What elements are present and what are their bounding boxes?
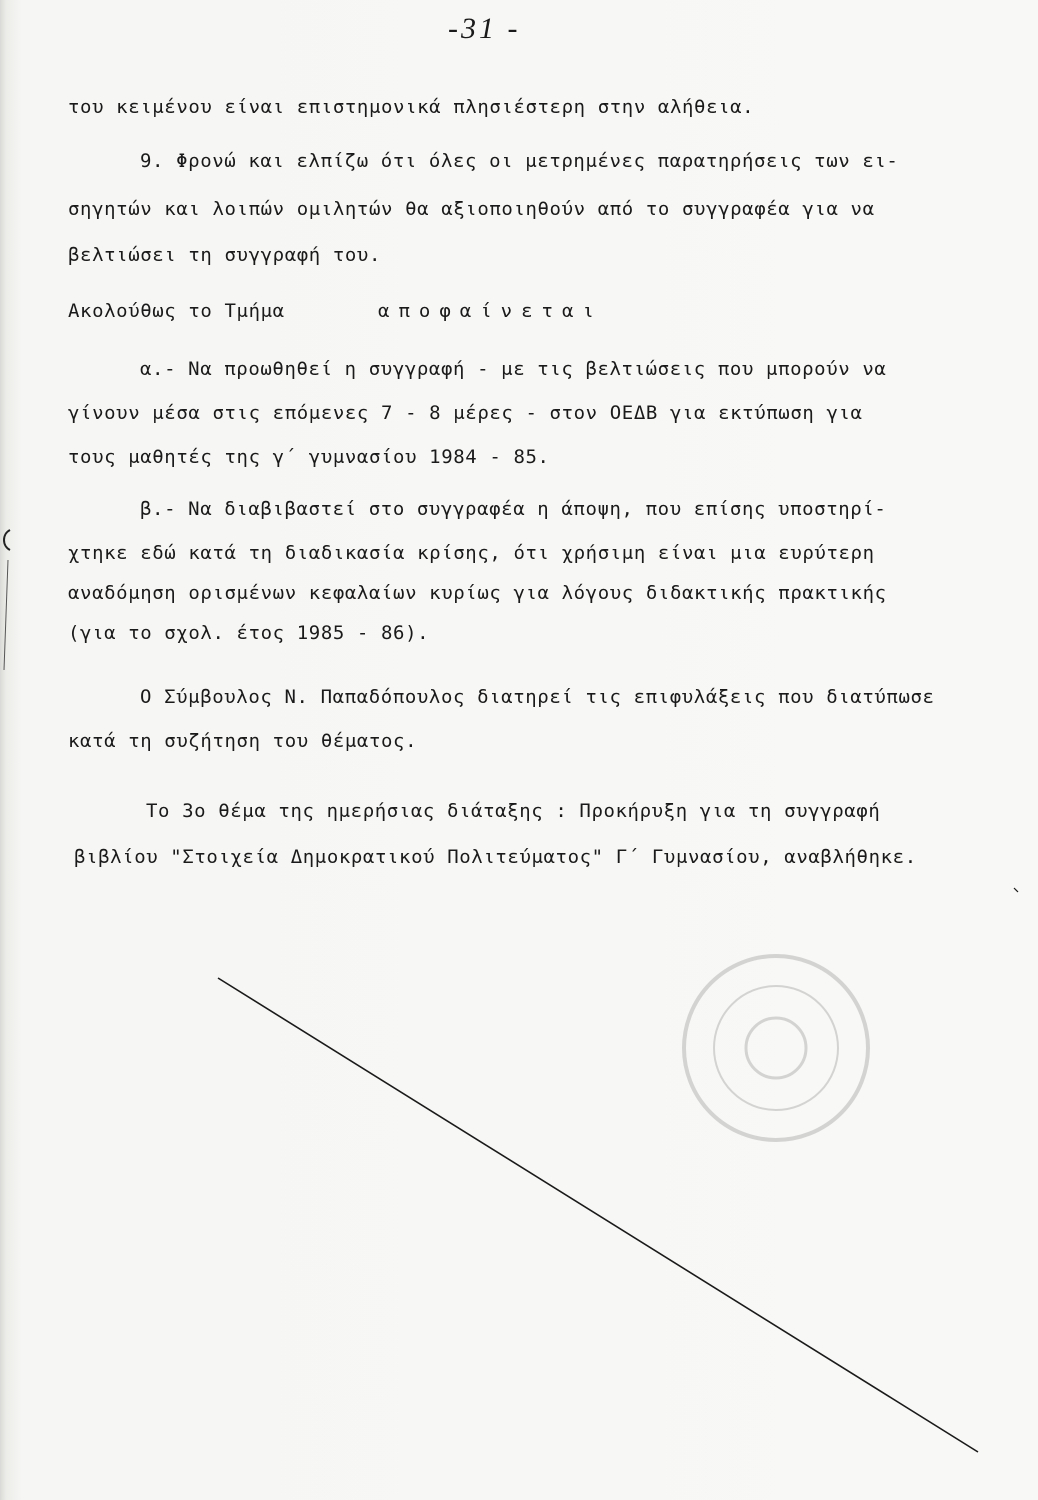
decision-verb: αποφαίνεται <box>378 300 603 322</box>
text-line: β.- Να διαβιβαστεί στο συγγραφέα η άποψη, που επίσης υποστηρί- <box>140 498 887 520</box>
text-line: βιβλίου "Στοιχεία Δημοκρατικού Πολιτεύματος" Γ΄ Γυμνασίου, αναβλήθηκε. <box>74 846 917 868</box>
text-line: Ο Σύμβουλος Ν. Παπαδόπουλος διατηρεί τις επιφυλάξεις που διατύπωσε <box>140 686 935 708</box>
text-line: γίνουν μέσα στις επόμενες 7 - 8 μέρες - στον ΟΕΔΒ για εκτύπωση για <box>68 402 863 424</box>
text-line: κατά τη συζήτηση του θέματος. <box>68 730 418 752</box>
text-line: σηγητών και λοιπών ομιλητών θα αξιοποιηθούν από το συγγραφέα για να <box>68 198 875 220</box>
text-line: τους μαθητές της γ΄ γυμνασίου 1984 - 85. <box>68 446 550 468</box>
text-line: 9. Φρονώ και ελπίζω ότι όλες οι μετρημένες παρατηρήσεις των ει- <box>140 150 899 172</box>
text-line: Το 3ο θέμα της ημερήσιας διάταξης : Προκήρυξη για τη συγγραφή <box>146 800 881 822</box>
text-line: χτηκε εδώ κατά τη διαδικασία κρίσης, ότι χρήσιμη είναι μια ευρύτερη <box>68 542 875 564</box>
text-line: αναδόμηση ορισμένων κεφαλαίων κυρίως για λόγους διδακτικής πρακτικής <box>68 582 887 604</box>
page-number: -31 - <box>448 12 521 45</box>
text-line: (για το σχολ. έτος 1985 - 86). <box>68 622 430 644</box>
text-line: βελτιώσει τη συγγραφή του. <box>68 244 382 266</box>
text-line: του κειμένου είναι επιστημονικά πλησιέστερη στην αλήθεια. <box>68 96 755 118</box>
text-line: α.- Να προωθηθεί η συγγραφή - με τις βελτιώσεις που μπορούν να <box>140 358 887 380</box>
decision-lead: Ακολούθως το Τμήμα <box>68 300 285 322</box>
